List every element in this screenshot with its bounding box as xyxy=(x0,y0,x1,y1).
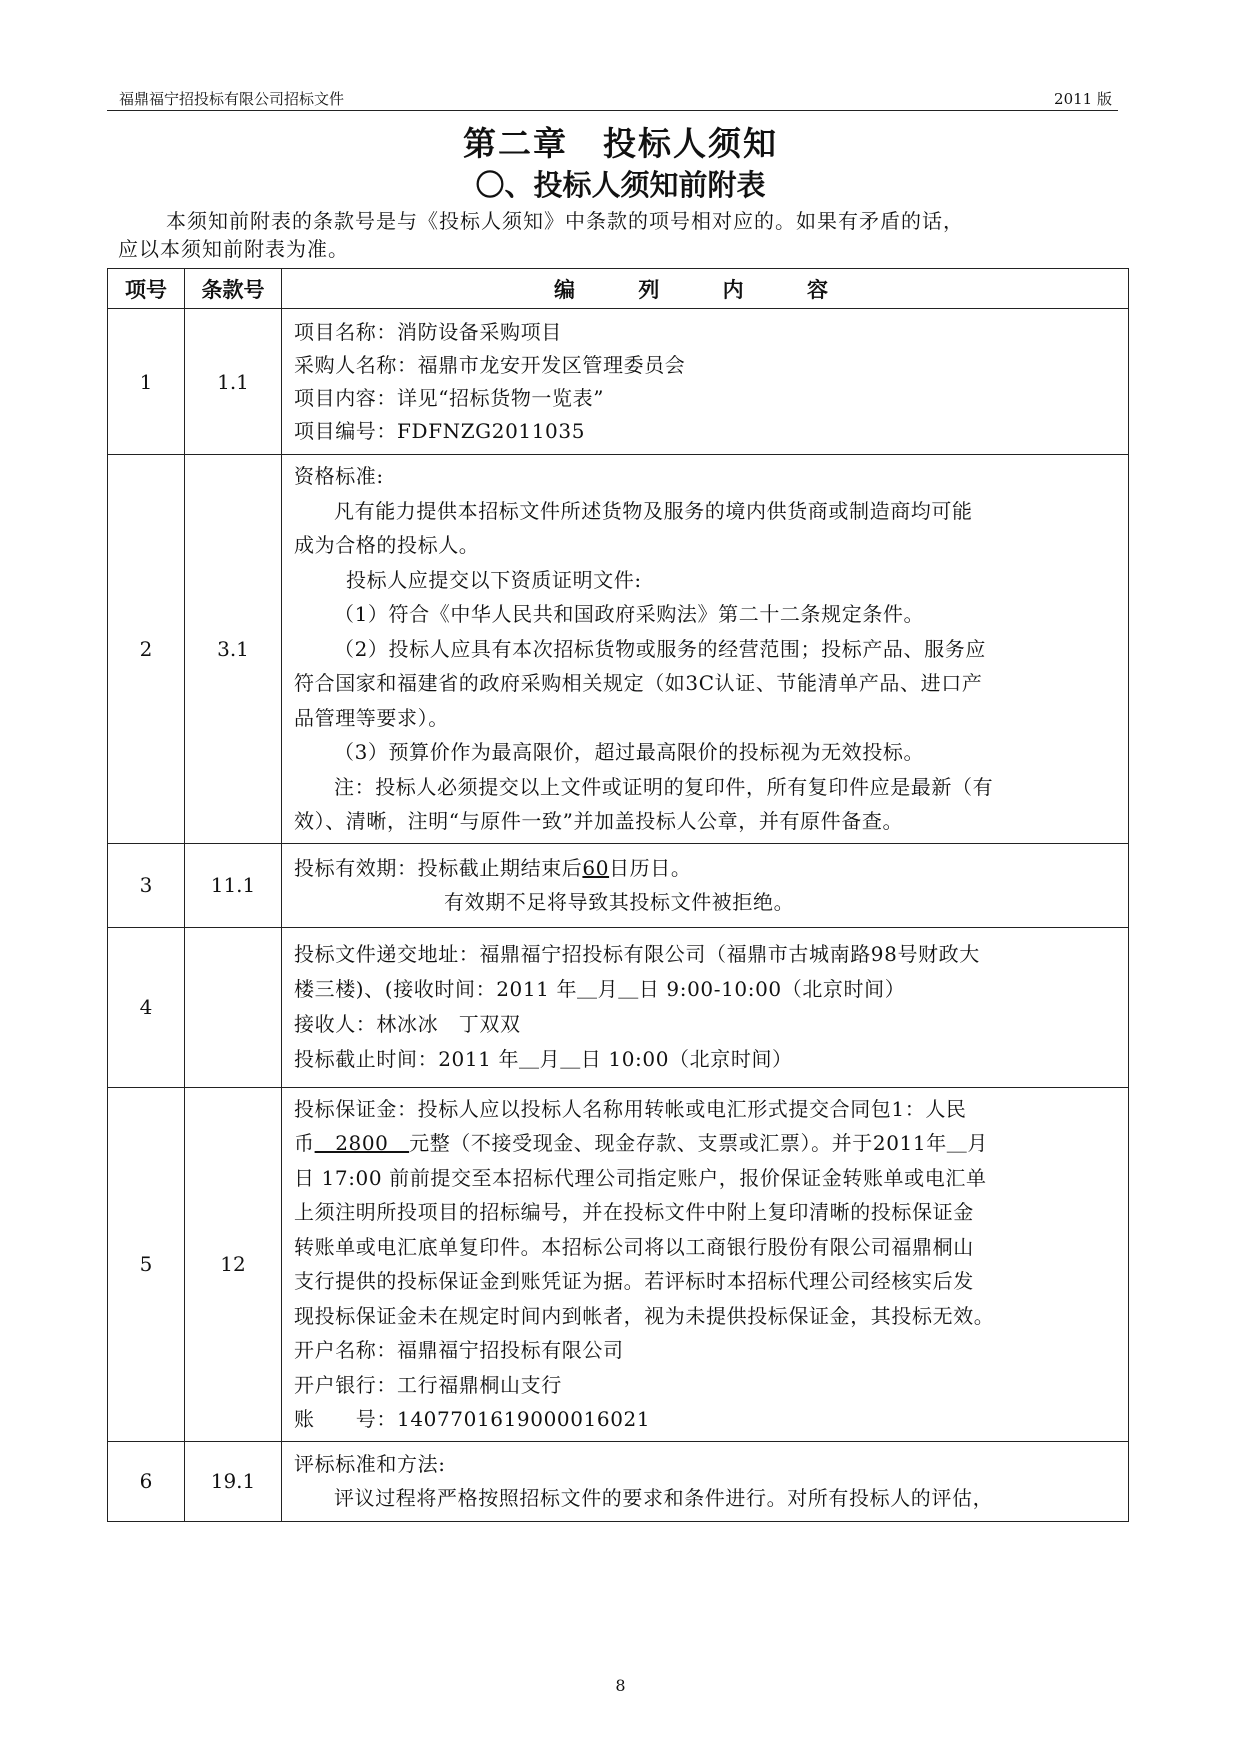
table-row xyxy=(108,1087,1129,1441)
validity-unit: 日历日。 xyxy=(609,856,692,880)
content-line: 楼三楼)、(接收时间：2011 年＿月＿日 9:00-10:00（北京时间） xyxy=(294,977,906,1001)
content-line: 资格标准: xyxy=(294,464,384,488)
content-line: 符合国家和福建省的政府采购相关规定（如3C认证、节能清单产品、进口产 xyxy=(294,671,983,695)
content-line: 采购人名称：福鼎市龙安开发区管理委员会 xyxy=(294,352,686,377)
header-content: 编 列 内 容 xyxy=(282,269,1129,309)
content-line: 注：投标人必须提交以上文件或证明的复印件，所有复印件应是最新（有 xyxy=(334,774,994,799)
row-num: 4 xyxy=(108,927,185,1087)
content-line: （2）投标人应具有本次招标货物或服务的经营范围；投标产品、服务应 xyxy=(334,636,986,661)
page-number: 8 xyxy=(615,1676,626,1695)
row-content xyxy=(282,843,1129,927)
content-line: 项目编号：FDFNZG2011035 xyxy=(294,418,586,443)
row-num: 2 xyxy=(108,455,185,844)
content-line: 成为合格的投标人。 xyxy=(294,533,480,557)
bidder-notice-table xyxy=(107,268,1129,1522)
content-line: 评议过程将严格按照招标文件的要求和条件进行。对所有投标人的评估， xyxy=(334,1486,994,1510)
content-line: 现投标保证金未在规定时间内到帐者，视为未提供投标保证金，其投标无效。 xyxy=(294,1303,995,1328)
chapter-title: 第二章 投标人须知 xyxy=(463,124,778,163)
validity-label: 投标有效期：投标截止期结束后 xyxy=(294,856,583,880)
content-line: 投标文件递交地址：福鼎福宁招投标有限公司（福鼎市古城南路98号财政大 xyxy=(294,942,980,966)
content-line: 账 号：1407701619000016021 xyxy=(294,1407,651,1431)
deposit-suffix: 元整（不接受现金、现金存款、支票或汇票）。并于2011年＿月 xyxy=(409,1131,989,1155)
row-content xyxy=(282,455,1129,844)
section-title: 〇、投标人须知前附表 xyxy=(475,168,766,202)
deposit-prefix: 币 xyxy=(294,1131,315,1155)
content-line xyxy=(294,851,1118,885)
header-doc-title: 福鼎福宁招投标有限公司招标文件 xyxy=(119,90,345,108)
content-line: 效）、清晰，注明“与原件一致”并加盖投标人公章，并有原件备查。 xyxy=(294,809,904,833)
header-clause-no: 条款号 xyxy=(185,269,282,309)
content-line xyxy=(294,1126,1118,1161)
row-clause: 3.1 xyxy=(185,455,282,844)
table-row xyxy=(108,843,1129,927)
content-line: 项目内容：详见“招标货物一览表” xyxy=(294,385,605,410)
content-line: 投标截止时间：2011 年＿月＿日 10:00（北京时间） xyxy=(294,1047,793,1071)
deposit-amount: 2800 xyxy=(314,1131,410,1155)
table-header-row xyxy=(108,269,1129,309)
row-clause: 1.1 xyxy=(185,309,282,455)
row-content xyxy=(282,309,1129,455)
content-line: 开户银行：工行福鼎桐山支行 xyxy=(294,1372,562,1397)
intro-line: 本须知前附表的条款号是与《投标人须知》中条款的项号相对应的。如果有矛盾的话， xyxy=(166,209,964,233)
row-content xyxy=(282,1087,1129,1441)
validity-days: 60 xyxy=(582,856,610,880)
row-content xyxy=(282,927,1129,1087)
content-line: 投标保证金：投标人应以投标人名称用转帐或电汇形式提交合同包1：人民 xyxy=(294,1096,967,1121)
row-num: 5 xyxy=(108,1087,185,1441)
row-num: 1 xyxy=(108,309,185,455)
content-line: 评标标准和方法: xyxy=(294,1452,446,1476)
content-line: 上须注明所投项目的招标编号，并在投标文件中附上复印清晰的投标保证金 xyxy=(294,1200,974,1224)
page-header xyxy=(107,86,1118,111)
table-row xyxy=(108,927,1129,1087)
row-clause: 11.1 xyxy=(185,843,282,927)
row-clause: 19.1 xyxy=(185,1441,282,1521)
table-row xyxy=(108,1441,1129,1521)
row-num: 6 xyxy=(108,1441,185,1521)
content-line: 日 17:00 前前提交至本招标代理公司指定账户，报价保证金转账单或电汇单 xyxy=(294,1165,987,1190)
row-content xyxy=(282,1441,1129,1521)
content-line: （3）预算价作为最高限价，超过最高限价的投标视为无效投标。 xyxy=(334,740,925,764)
content-line: 凡有能力提供本招标文件所述货物及服务的境内供货商或制造商均可能 xyxy=(334,498,973,523)
content-line: 项目名称：消防设备采购项目 xyxy=(294,319,562,344)
table-row xyxy=(108,455,1129,844)
table-row xyxy=(108,309,1129,455)
content-line: 开户名称：福鼎福宁招投标有限公司 xyxy=(294,1338,624,1362)
content-line: 支行提供的投标保证金到账凭证为据。若评标时本招标代理公司经核实后发 xyxy=(294,1269,974,1293)
content-line: 投标人应提交以下资质证明文件: xyxy=(346,567,642,592)
content-line: 转账单或电汇底单复印件。本招标公司将以工商银行股份有限公司福鼎桐山 xyxy=(294,1234,974,1259)
header-version: 2011 版 xyxy=(1054,90,1112,108)
content-line: 品管理等要求）。 xyxy=(294,705,449,730)
header-item-no: 项号 xyxy=(108,269,185,309)
intro-paragraph xyxy=(118,207,1118,263)
content-line: 接收人：林冰冰 丁双双 xyxy=(294,1012,521,1036)
content-line: （1）符合《中华人民共和国政府采购法》第二十二条规定条件。 xyxy=(334,602,925,626)
row-clause: 12 xyxy=(185,1087,282,1441)
row-clause xyxy=(185,927,282,1087)
content-line: 有效期不足将导致其投标文件被拒绝。 xyxy=(444,890,795,914)
row-num: 3 xyxy=(108,843,185,927)
intro-line: 应以本须知前附表为准。 xyxy=(118,237,349,261)
